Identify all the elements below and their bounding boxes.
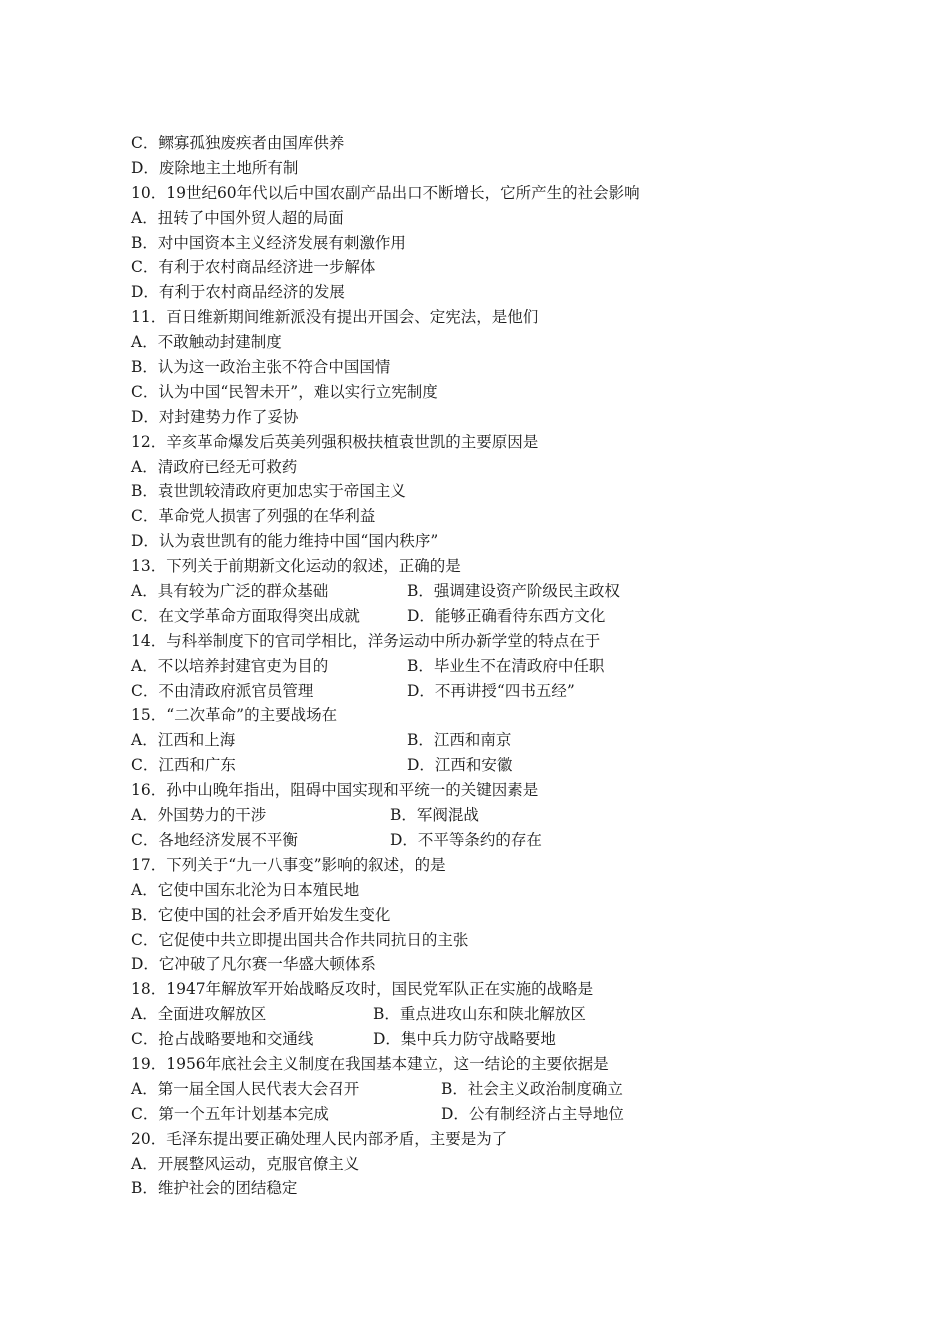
option-left: C．抢占战略要地和交通线 bbox=[131, 1030, 314, 1049]
option-left: C．各地经济发展不平衡 bbox=[131, 830, 298, 849]
option-line: A．清政府已经无可救药 bbox=[131, 457, 298, 476]
option-line bbox=[131, 679, 851, 704]
option-right: D．江西和安徽 bbox=[407, 756, 513, 775]
option-right: B．重点进攻山东和陕北解放区 bbox=[373, 1005, 586, 1024]
option-line: B．对中国资本主义经济发展有刺激作用 bbox=[131, 233, 406, 252]
option-line bbox=[131, 604, 851, 629]
option-line bbox=[131, 728, 851, 753]
option-line bbox=[131, 1102, 851, 1127]
option-left: A．第一届全国人民代表大会召开 bbox=[131, 1079, 360, 1098]
question-line: 11．百日维新期间维新派没有提出开国会、定宪法，是他们 bbox=[131, 308, 539, 327]
option-right: D．不再讲授“四书五经” bbox=[407, 681, 575, 700]
option-line: D．它冲破了凡尔赛一华盛大顿体系 bbox=[131, 955, 376, 974]
option-line: C．认为中国“民智未开”，难以实行立宪制度 bbox=[131, 382, 438, 401]
option-line bbox=[131, 579, 851, 604]
option-line: C．革命党人损害了列强的在华利益 bbox=[131, 507, 376, 526]
exam-page bbox=[131, 131, 851, 1201]
option-right: D．能够正确看待东西方文化 bbox=[407, 606, 606, 625]
option-left: A．全面进攻解放区 bbox=[131, 1005, 267, 1024]
option-right: B．江西和南京 bbox=[407, 731, 512, 750]
option-right: B．军阀混战 bbox=[390, 806, 479, 825]
option-line: A．它使中国东北沦为日本殖民地 bbox=[131, 880, 360, 899]
question-line: 14．与科举制度下的官司学相比，洋务运动中所办新学堂的特点在于 bbox=[131, 631, 601, 650]
question-line: 19．1956年底社会主义制度在我国基本建立，这一结论的主要依据是 bbox=[131, 1054, 609, 1073]
question-line: 20．毛泽东提出要正确处理人民内部矛盾，主要是为了 bbox=[131, 1129, 508, 1148]
option-right: D．不平等条约的存在 bbox=[390, 830, 542, 849]
option-left: A．具有较为广泛的群众基础 bbox=[131, 582, 329, 601]
question-line: 13．下列关于前期新文化运动的叙述，正确的是 bbox=[131, 557, 461, 576]
option-line: D．有利于农村商品经济的发展 bbox=[131, 283, 345, 302]
option-line bbox=[131, 654, 851, 679]
option-right: B．强调建设资产阶级民主政权 bbox=[407, 582, 620, 601]
question-line: 17．下列关于“九一八事变”影响的叙述，的是 bbox=[131, 855, 446, 874]
option-right: D．公有制经济占主导地位 bbox=[441, 1104, 624, 1123]
option-line: A．开展整风运动，克服官僚主义 bbox=[131, 1154, 360, 1173]
question-line: 18．1947年解放军开始战略反攻时，国民党军队正在实施的战略是 bbox=[131, 980, 594, 999]
option-line: B．袁世凯较清政府更加忠实于帝国主义 bbox=[131, 482, 406, 501]
option-left: A．不以培养封建官吏为目的 bbox=[131, 656, 329, 675]
option-line bbox=[131, 1027, 851, 1052]
question-line: 16．孙中山晚年指出，阻碍中国实现和平统一的关键因素是 bbox=[131, 781, 539, 800]
question-line: 15．“二次革命”的主要战场在 bbox=[131, 706, 338, 725]
question-line: 12．辛亥革命爆发后英美列强积极扶植袁世凯的主要原因是 bbox=[131, 432, 539, 451]
option-line: B．认为这一政治主张不符合中国国情 bbox=[131, 358, 391, 377]
option-left: C．江西和广东 bbox=[131, 756, 236, 775]
option-right: B．社会主义政治制度确立 bbox=[441, 1079, 623, 1098]
option-line: B．它使中国的社会矛盾开始发生变化 bbox=[131, 905, 391, 924]
option-line bbox=[131, 1002, 851, 1027]
option-line: D．对封建势力作了妥协 bbox=[131, 407, 299, 426]
option-line: D．废除地主土地所有制 bbox=[131, 158, 299, 177]
option-line: A．扭转了中国外贸人超的局面 bbox=[131, 208, 344, 227]
option-left: C．在文学革命方面取得突出成就 bbox=[131, 606, 360, 625]
option-right: B．毕业生不在清政府中任职 bbox=[407, 656, 605, 675]
option-line bbox=[131, 1077, 851, 1102]
option-line: B．维护社会的团结稳定 bbox=[131, 1179, 298, 1198]
option-left: C．第一个五年计划基本完成 bbox=[131, 1104, 329, 1123]
option-right: D．集中兵力防守战略要地 bbox=[373, 1030, 556, 1049]
option-left: C．不由清政府派官员管理 bbox=[131, 681, 314, 700]
option-left: A．外国势力的干涉 bbox=[131, 806, 267, 825]
question-line: 10．19世纪60年代以后中国农副产品出口不断增长，它所产生的社会影响 bbox=[131, 183, 640, 202]
option-line bbox=[131, 828, 851, 853]
option-line bbox=[131, 803, 851, 828]
option-line: C．它促使中共立即提出国共合作共同抗日的主张 bbox=[131, 930, 469, 949]
option-line: A．不敢触动封建制度 bbox=[131, 333, 282, 352]
option-left: A．江西和上海 bbox=[131, 731, 236, 750]
option-line: C．有利于农村商品经济进一步解体 bbox=[131, 258, 376, 277]
option-line: D．认为袁世凯有的能力维持中国“国内秩序” bbox=[131, 532, 439, 551]
option-line bbox=[131, 753, 851, 778]
option-line: C．鳏寡孤独废疾者由国库供养 bbox=[131, 134, 345, 152]
